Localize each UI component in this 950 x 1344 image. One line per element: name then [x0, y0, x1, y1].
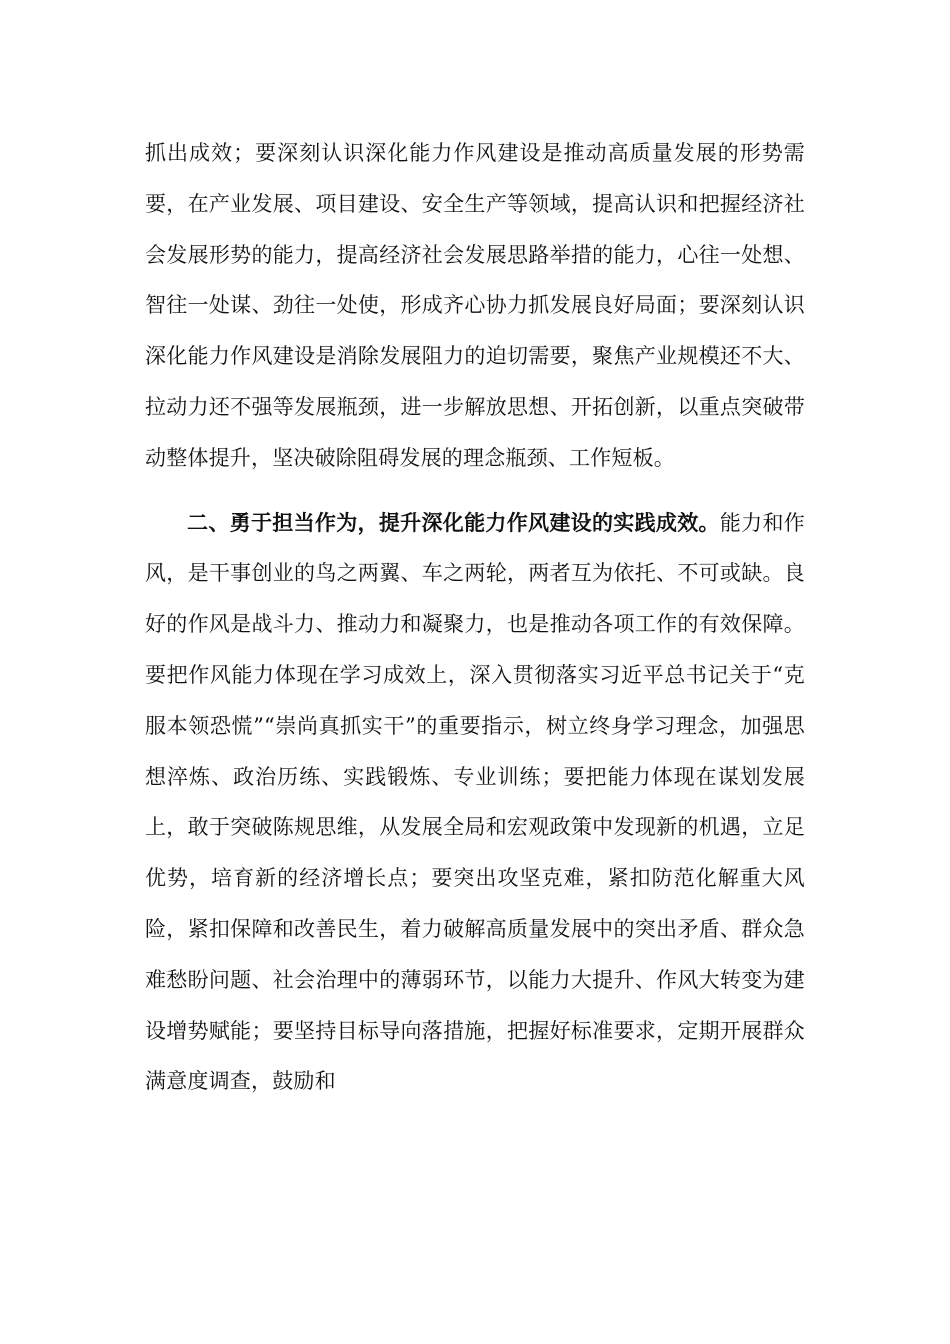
section-heading: 二、勇于担当作为，提升深化能力作风建设的实践成效。: [187, 510, 720, 535]
paragraph-1-text: 抓出成效；要深刻认识深化能力作风建设是推动高质量发展的形势需要，在产业发展、项目建设、安全生产等领域，提高认识和把握经济社会发展形势的能力，提高经济社会发展思路举措的能力，心往一处想、智往一处谋、劲往一处使，形成齐心协力抓发展良好局面；要深刻认识深化能力作风建设是消除发展阻力的迫切需要，聚焦产业规模还不大、拉动力还不强等发展瓶颈，进一步解放思想、开拓创新，以重点突破带动整体提升，坚决破除阻碍发展的理念瓶颈、工作短板。: [145, 141, 805, 470]
paragraph-2: [145, 498, 805, 1108]
paragraph-1: [145, 128, 805, 484]
document-body: [145, 128, 805, 1107]
paragraph-2-text: 能力和作风，是干事创业的鸟之两翼、车之两轮，两者互为依托、不可或缺。良好的作风是战斗力、推动力和凝聚力，也是推动各项工作的有效保障。要把作风能力体现在学习成效上，深入贯彻落实习近平总书记关于“克服本领恐慌”“崇尚真抓实干”的重要指示，树立终身学习理念，加强思想淬炼、政治历练、实践锻炼、专业训练；要把能力体现在谋划发展上，敢于突破陈规思维，从发展全局和宏观政策中发现新的机遇，立足优势，培育新的经济增长点；要突出攻坚克难，紧扣防范化解重大风险，紧扣保障和改善民生，着力破解高质量发展中的突出矛盾、群众急难愁盼问题、社会治理中的薄弱环节，以能力大提升、作风大转变为建设增势赋能；要坚持目标导向落措施，把握好标准要求，定期开展群众满意度调查，鼓励和: [145, 510, 805, 1094]
